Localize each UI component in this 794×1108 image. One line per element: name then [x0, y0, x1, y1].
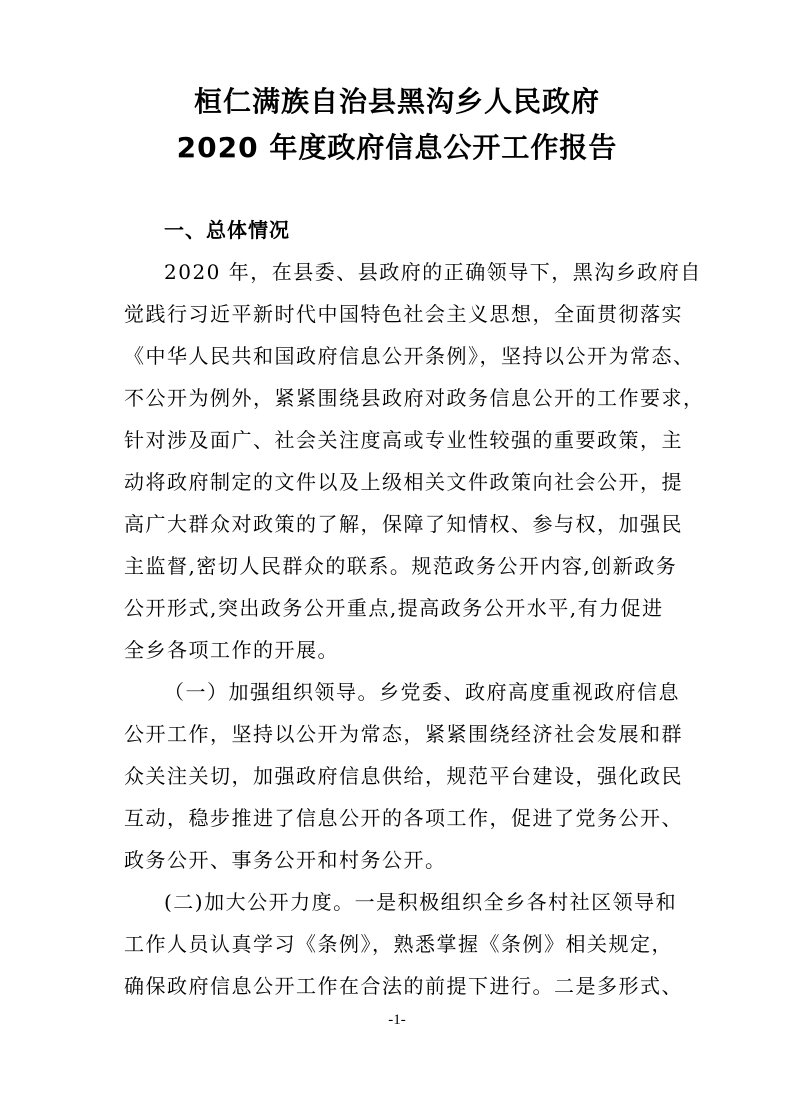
paragraph-line: 觉践行习近平新时代中国特色社会主义思想，全面贯彻落实	[124, 302, 683, 326]
paragraph-line: 公开形式,突出政务公开重点,提高政务公开水平,有力促进	[124, 596, 664, 620]
paragraph-line: 政务公开、事务公开和村务公开。	[124, 848, 447, 872]
paragraph-line: 确保政府信息公开工作在合法的前提下进行。二是多形式、	[124, 974, 683, 998]
paragraph-line: 全乡各项工作的开展。	[124, 638, 339, 662]
paragraph-line: 互动，稳步推进了信息公开的各项工作，促进了党务公开、	[124, 806, 683, 830]
paragraph-line: 不公开为例外，紧紧围绕县政府对政务信息公开的工作要求，	[124, 386, 705, 410]
paragraph-line: 工作人员认真学习《条例》，熟悉掌握《条例》相关规定，	[124, 932, 673, 956]
paragraph-line: 主监督,密切人民群众的联系。规范政务公开内容,创新政务	[124, 554, 678, 578]
document-title-line2: 2020 年度政府信息公开工作报告	[176, 131, 618, 164]
paragraph-line: 针对涉及面广、社会关注度高或专业性较强的重要政策，主	[124, 428, 683, 452]
paragraph-line: 公开工作，坚持以公开为常态，紧紧围绕经济社会发展和群	[124, 722, 683, 746]
paragraph-line: (二)加大公开力度。一是积极组织全乡各村社区领导和	[164, 890, 678, 914]
paragraph-line: 众关注关切，加强政府信息供给，规范平台建设，强化政民	[124, 764, 683, 788]
document-title-line1: 桓仁满族自治县黑沟乡人民政府	[193, 85, 600, 118]
paragraph-line: 2020 年，在县委、县政府的正确领导下，黑沟乡政府自	[164, 260, 702, 284]
paragraph-line: 《中华人民共和国政府信息公开条例》，坚持以公开为常态、	[124, 344, 695, 368]
paragraph-line: 高广大群众对政策的了解，保障了知情权、参与权，加强民	[124, 512, 683, 536]
section-heading: 一、总体情况	[164, 218, 290, 242]
paragraph-line: （一）加强组织领导。乡党委、政府高度重视政府信息	[164, 680, 680, 704]
paragraph-line: 动将政府制定的文件以及上级相关文件政策向社会公开，提	[124, 470, 683, 494]
page-number: -1-	[388, 1012, 406, 1028]
